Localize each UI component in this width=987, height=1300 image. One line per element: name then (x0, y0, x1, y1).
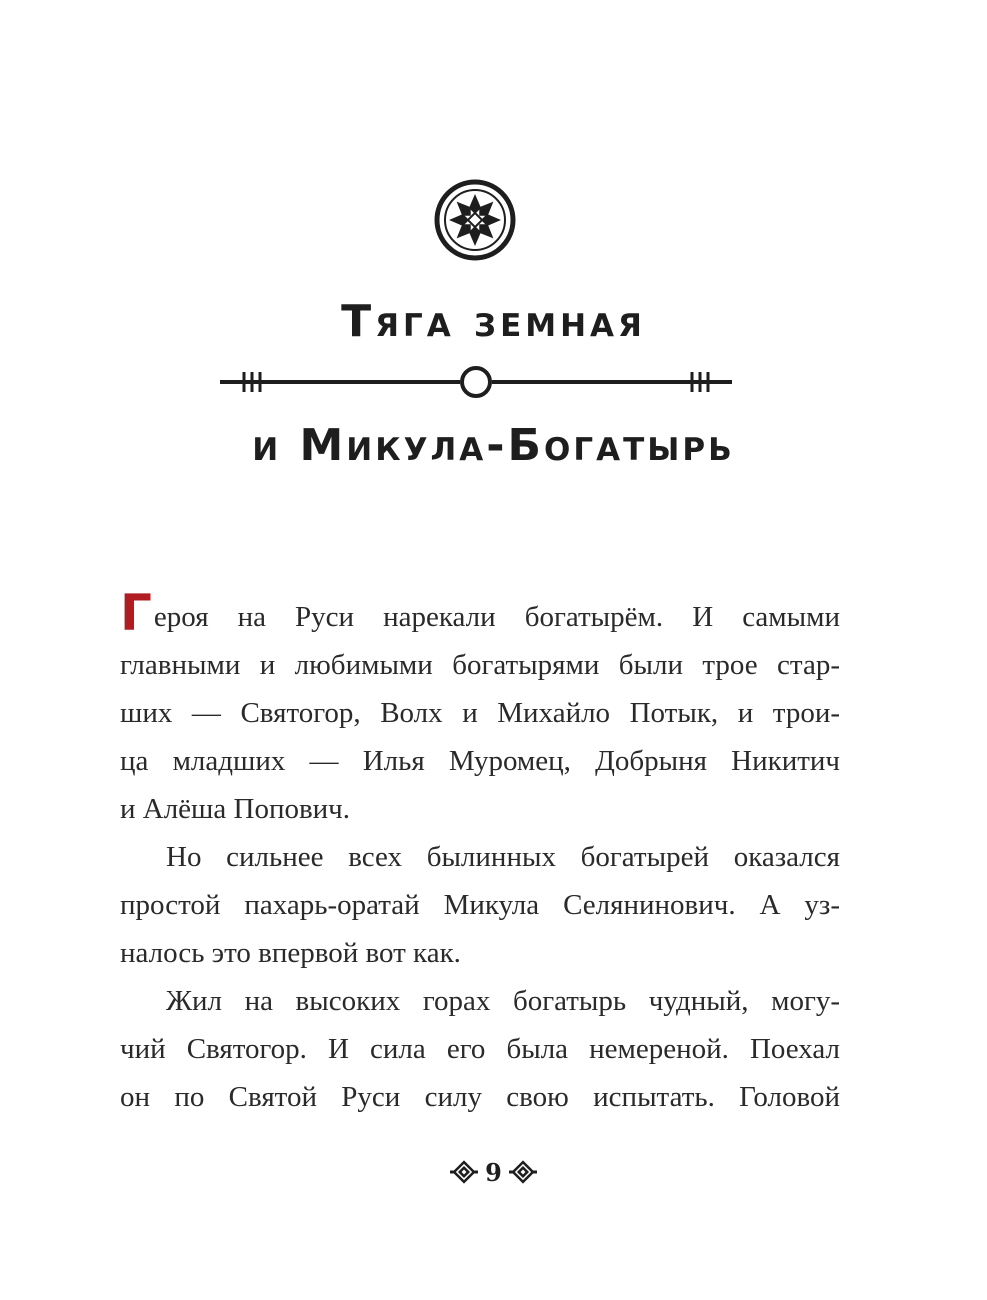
text-line: простой пахарь-оратай Микула Селянинович. А уз- (120, 889, 840, 921)
text-line: главными и любимыми богатырями были трое стар- (120, 649, 840, 681)
text-line: чий Святогор. И сила его была немереной. Поехал (120, 1033, 840, 1065)
diamond-knot-icon (508, 1157, 538, 1187)
body-text (120, 584, 840, 1121)
page-number: 9 (485, 1157, 502, 1187)
text-line: ца младших — Илья Муромец, Добрыня Никитич (120, 745, 840, 777)
text-line: ших — Святогор, Волх и Михайло Потык, и трои- (120, 697, 840, 729)
dropcap: Г (120, 584, 152, 642)
text-line: Героя на Руси нарекали богатырём. И самыми (120, 584, 840, 642)
page-footer (0, 1157, 987, 1187)
page-title: Тяга земная (341, 296, 646, 347)
star-in-circle-icon (433, 178, 517, 262)
text-line: он по Святой Руси силу свою испытать. Головой (120, 1081, 840, 1113)
page-subtitle: и Микула-Богатырь (252, 420, 735, 471)
text-line: Но сильнее всех былинных богатырей оказался (166, 841, 840, 873)
line-with-circle-divider (220, 364, 732, 400)
diamond-knot-icon (449, 1157, 479, 1187)
text-line: налось это впервой вот как. (120, 937, 461, 969)
text-line: и Алёша Попович. (120, 793, 351, 825)
text-line: Жил на высоких горах богатырь чудный, могу- (166, 985, 840, 1017)
